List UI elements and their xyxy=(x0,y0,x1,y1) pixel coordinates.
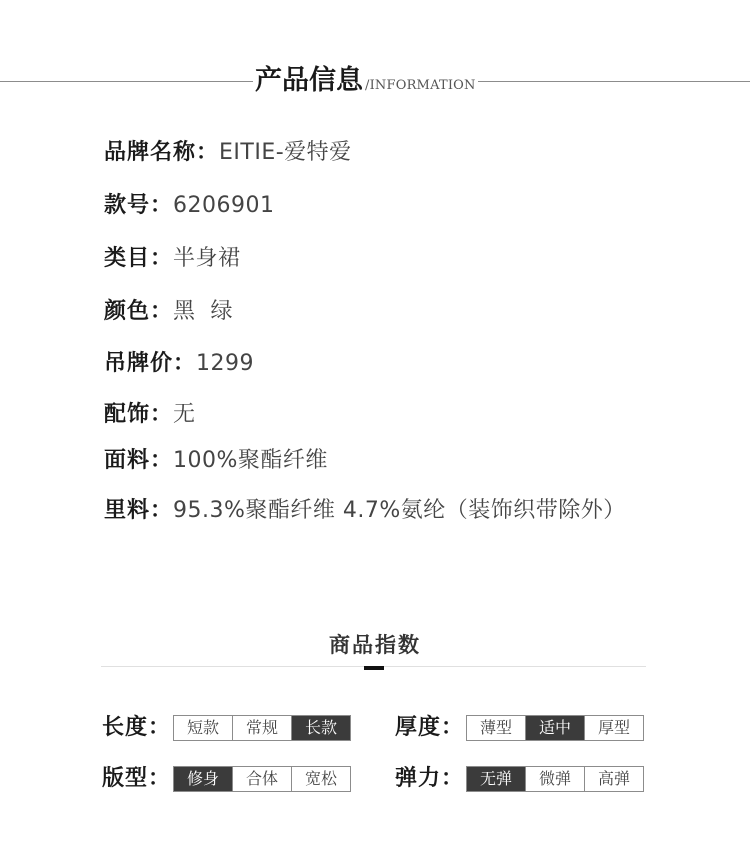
length-option-regular[interactable]: 常规 xyxy=(232,716,291,740)
info-row-brand xyxy=(104,139,352,167)
info-label: 里料： xyxy=(104,498,174,523)
info-value: 100%聚酯纤维 xyxy=(173,448,328,473)
info-row-category xyxy=(104,245,241,273)
elasticity-label: 弹力： xyxy=(395,766,465,791)
fit-options xyxy=(173,766,351,792)
info-label: 品牌名称： xyxy=(104,140,220,165)
fit-option-loose[interactable]: 宽松 xyxy=(291,767,350,791)
thickness-option-medium[interactable]: 适中 xyxy=(525,716,584,740)
info-label: 面料： xyxy=(104,448,174,473)
elasticity-option-high[interactable]: 高弹 xyxy=(584,767,643,791)
info-value: 95.3%聚酯纤维 4.7%氨纶（装饰织带除外） xyxy=(173,498,626,523)
length-options xyxy=(173,715,351,741)
info-value: EITIE-爱特爱 xyxy=(219,140,352,165)
info-value: 6206901 xyxy=(173,193,275,218)
fit-option-slim[interactable]: 修身 xyxy=(174,767,232,791)
thickness-options xyxy=(466,715,644,741)
info-label: 吊牌价： xyxy=(104,351,197,376)
thickness-option-thin[interactable]: 薄型 xyxy=(467,716,525,740)
section-title-main: 产品信息 xyxy=(255,65,363,96)
info-value: 黑 绿 xyxy=(173,299,234,324)
fit-label: 版型： xyxy=(102,766,172,791)
section-title xyxy=(253,57,478,101)
info-row-lining xyxy=(104,497,626,525)
elasticity-option-none[interactable]: 无弹 xyxy=(467,767,525,791)
thickness-label: 厚度： xyxy=(395,715,465,740)
info-row-fabric xyxy=(104,447,328,475)
info-value: 1299 xyxy=(196,351,255,376)
info-label: 类目： xyxy=(104,246,174,271)
elasticity-options xyxy=(466,766,644,792)
thickness-option-thick[interactable]: 厚型 xyxy=(584,716,643,740)
info-row-style-number xyxy=(104,192,275,220)
index-title: 商品指数 xyxy=(329,633,421,657)
info-value: 无 xyxy=(173,402,196,427)
info-label: 颜色： xyxy=(104,299,174,324)
info-row-accessories xyxy=(104,401,196,429)
fit-option-regular[interactable]: 合体 xyxy=(232,767,291,791)
info-value: 半身裙 xyxy=(173,246,241,271)
info-row-tag-price xyxy=(104,350,254,378)
info-label: 款号： xyxy=(104,193,174,218)
length-option-long[interactable]: 长款 xyxy=(291,716,350,740)
info-row-color xyxy=(104,298,233,326)
info-label: 配饰： xyxy=(104,402,174,427)
length-option-short[interactable]: 短款 xyxy=(174,716,232,740)
length-label: 长度： xyxy=(102,715,172,740)
elasticity-option-slight[interactable]: 微弹 xyxy=(525,767,584,791)
index-title-underline xyxy=(364,666,384,670)
section-title-sub: /INFORMATION xyxy=(365,78,476,93)
